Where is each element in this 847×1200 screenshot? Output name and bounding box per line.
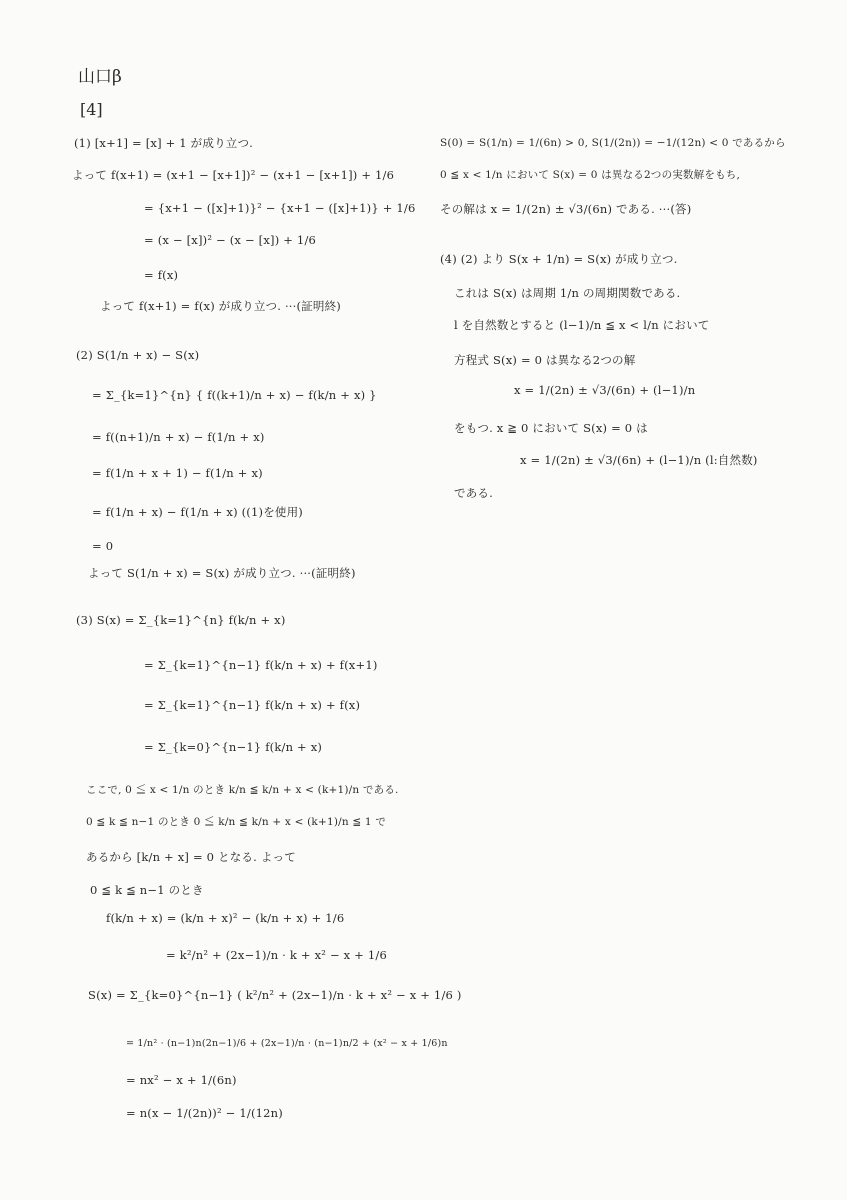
solution-line: = f(1/n + x) − f(1/n + x) ((1)を使用) (92, 505, 303, 519)
solution-line: = Σ_{k=1}^{n−1} f(k/n + x) + f(x+1) (144, 658, 378, 672)
solution-line: S(0) = S(1/n) = 1/(6n) > 0, S(1/(2n)) = −1/(12n) < 0 であるから (440, 137, 786, 149)
solution-line: = n(x − 1/(2n))² − 1/(12n) (126, 1106, 283, 1120)
solution-line: = Σ_{k=0}^{n−1} f(k/n + x) (144, 740, 323, 754)
solution-line: = Σ_{k=1}^{n−1} f(k/n + x) + f(x) (144, 698, 361, 712)
solution-line: x = 1/(2n) ± √3/(6n) + (l−1)/n (l:自然数) (520, 453, 758, 467)
solution-line: (2) S(1/n + x) − S(x) (76, 348, 200, 362)
solution-line: = k²/n² + (2x−1)/n · k + x² − x + 1/6 (166, 948, 387, 962)
solution-line: = f(1/n + x + 1) − f(1/n + x) (92, 466, 263, 480)
solution-line: = f((n+1)/n + x) − f(1/n + x) (92, 430, 265, 444)
solution-line: 0 ≦ x < 1/n において S(x) = 0 は異なる2つの実数解をもち, (440, 169, 741, 181)
solution-line: (1) [x+1] = [x] + 1 が成り立つ. (74, 136, 254, 150)
solution-line: l を自然数とすると (l−1)/n ≦ x < l/n において (454, 318, 710, 332)
solution-line: 方程式 S(x) = 0 は異なる2つの解 (454, 353, 636, 367)
student-name: 山口β (78, 67, 122, 87)
solution-line: = f(x) (144, 268, 179, 282)
solution-line: あるから [k/n + x] = 0 となる. よって (86, 850, 296, 864)
solution-line: 0 ≦ k ≦ n−1 のとき (90, 883, 204, 897)
solution-line: 0 ≦ k ≦ n−1 のとき 0 ≦ k/n ≦ k/n + x < (k+1)/n ≦ 1 で (86, 816, 387, 828)
solution-line: その解は x = 1/(2n) ± √3/(6n) である. ···(答) (440, 202, 692, 216)
solution-line: よって S(1/n + x) = S(x) が成り立つ. ···(証明終) (88, 566, 356, 580)
solution-line: = Σ_{k=1}^{n} { f((k+1)/n + x) − f(k/n + x) } (92, 388, 377, 402)
solution-line: (4) (2) より S(x + 1/n) = S(x) が成り立つ. (440, 252, 678, 266)
solution-line: (3) S(x) = Σ_{k=1}^{n} f(k/n + x) (76, 613, 286, 627)
solution-line: よって f(x+1) = f(x) が成り立つ. ···(証明終) (100, 299, 341, 313)
solution-line: ここで, 0 ≦ x < 1/n のとき k/n ≦ k/n + x < (k+1)/n である. (86, 784, 399, 796)
solution-line: S(x) = Σ_{k=0}^{n−1} ( k²/n² + (2x−1)/n · k + x² − x + 1/6 ) (88, 988, 462, 1002)
solution-line: をもつ. x ≧ 0 において S(x) = 0 は (454, 421, 648, 435)
solution-line: である. (454, 486, 493, 500)
problem-number: [4] (80, 100, 103, 119)
solution-line: f(k/n + x) = (k/n + x)² − (k/n + x) + 1/6 (106, 911, 345, 925)
solution-line: これは S(x) は周期 1/n の周期関数である. (454, 286, 681, 300)
solution-line: = 0 (92, 539, 114, 553)
solution-line: x = 1/(2n) ± √3/(6n) + (l−1)/n (514, 383, 696, 397)
solution-line: = (x − [x])² − (x − [x]) + 1/6 (144, 233, 317, 247)
solution-line: = nx² − x + 1/(6n) (126, 1073, 237, 1087)
solution-line: = {x+1 − ([x]+1)}² − {x+1 − ([x]+1)} + 1/6 (144, 201, 416, 215)
solution-line: よって f(x+1) = (x+1 − [x+1])² − (x+1 − [x+1]) + 1/6 (72, 168, 395, 182)
solution-line: = 1/n² · (n−1)n(2n−1)/6 + (2x−1)/n · (n−1)n/2 + (x² − x + 1/6)n (126, 1038, 448, 1049)
